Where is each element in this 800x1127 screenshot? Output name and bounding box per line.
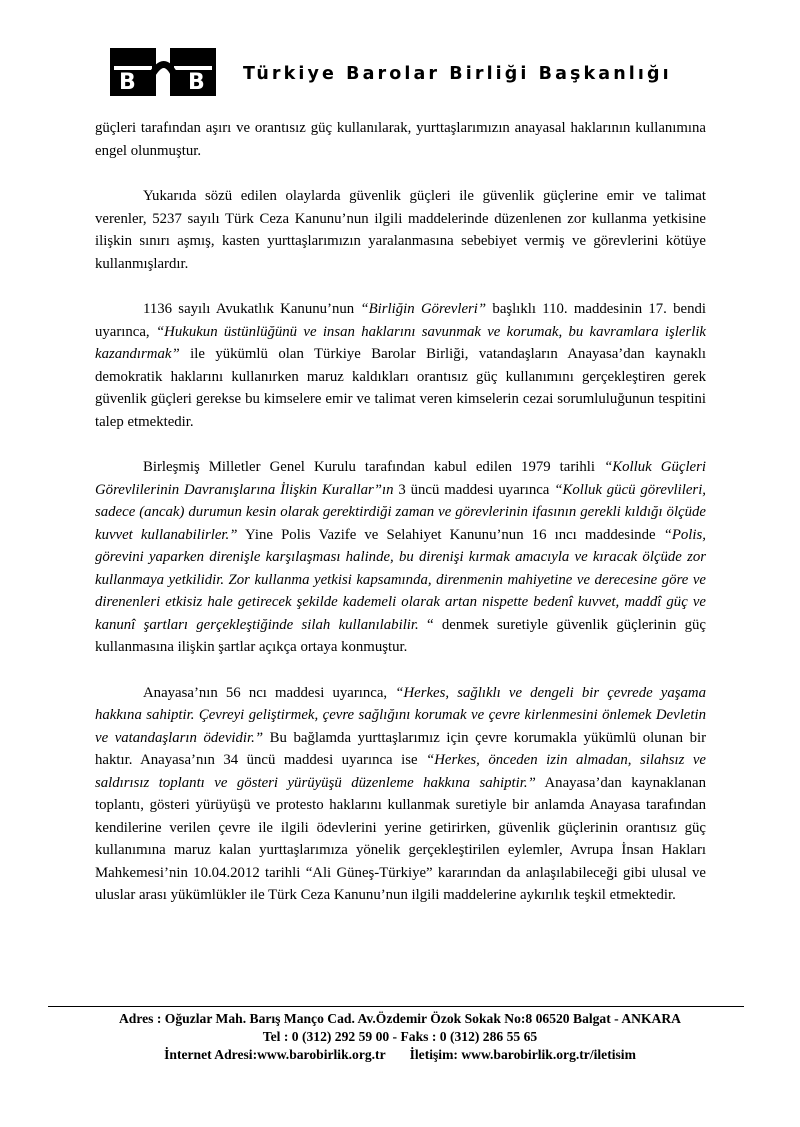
svg-text:B: B	[119, 70, 136, 95]
paragraph-text: 1136 sayılı Avukatlık Kanunu’nun	[143, 301, 361, 317]
paragraph-text: ile yükümlü olan Türkiye Barolar Birliği, vatandaşların Anayasa’dan kaynaklı demokratik haklarını kullanırken maruz kaldıkları orantısız güç kullanımını gerçekleştiren gerek güvenlik güçleri gerekse bu kimselere emir ve talimat veren kimselerin cezai sorumluluğunun tespitini talep etmektedir.	[95, 346, 706, 430]
paragraph-text: Birleşmiş Milletler Genel Kurulu tarafından kabul edilen 1979 tarihli	[143, 459, 605, 475]
quoted-text: “Herkes, önceden izin almadan, silahsız ve saldırısız toplantı ve gösteri yürüyüşü düzenleme hakkına sahiptir.”	[95, 752, 706, 791]
footer-contact: İletişim: www.barobirlik.org.tr/iletisim	[409, 1047, 636, 1062]
paragraph-text: Yukarıda sözü edilen olaylarda güvenlik güçleri ile güvenlik güçlerine emir ve talimat verenler, 5237 sayılı Türk Ceza Kanunu’nun ilgili maddelerinde düzenlenen zor kullanma yetkisine ilişkin sınırı aşmış, kasten yurttaşlarımızın yaralanmasına sebebiyet vermiş ve görevlerini kötüye kullanmışlardır.	[95, 188, 706, 272]
letterhead	[110, 48, 710, 98]
quoted-text: “Kolluk Güçleri Görevlilerinin Davranışlarına İlişkin Kurallar”ın	[95, 459, 706, 498]
footer-website: İnternet Adresi:www.barobirlik.org.tr	[164, 1047, 386, 1062]
footer	[0, 1010, 800, 1064]
paragraph-text: Anayasa’dan kaynaklanan toplantı, gösteri yürüyüşü ve protesto haklarını kullanmak suretiyle bir anlamda Anayasa tarafından kendilerine verilen çevre ile ilgili ödevlerini yerine getirirken, güvenlik güçlerinin orantısız güç kullanımına maruz kalan yurttaşlarımıza yönelik gerçekleştirilen eylemler, Avrupa İnsan Hakları Mahkemesi’nin 10.04.2012 tarihli “Ali Güneş-Türkiye” kararından da anlaşılabileceği gibi ulusal ve uluslar arası yükümlükler ile Türk Ceza Kanunu’nun ilgili maddelerine aykırılık teşkil etmektedir.	[95, 774, 706, 903]
quoted-text: “Kolluk gücü görevlileri, sadece (ancak) durumun kesin olarak gerektirdiği zaman ve görevlerinin ifasının gerekli kıldığı ölçüde kuvvet kullanabilirler.”	[95, 481, 707, 543]
footer-address: Adres : Oğuzlar Mah. Barış Manço Cad. Av.Özdemir Özok Sokak No:8 06520 Balgat - ANKARA	[118, 1011, 681, 1026]
body-paragraph	[95, 456, 706, 659]
quoted-text: “Hukukun üstünlüğünü ve insan haklarını savunmak ve korumak, bu kavramlara işlerlik kazandırmak”	[95, 323, 706, 362]
letter-body	[95, 117, 706, 930]
body-paragraph	[95, 185, 706, 275]
tbb-logo	[110, 48, 216, 96]
body-paragraph	[95, 117, 706, 162]
paragraph-text: Anayasa’nın 56 ncı maddesi uyarınca,	[143, 684, 396, 701]
quoted-text: “Herkes, sağlıklı ve dengeli bir çevrede yaşama hakkına sahiptir. Çevreyi geliştirmek, çevre sağlığını korumak ve çevre kirlenmesini önlemek Devletin ve vatandaşların ödevidir.”	[95, 684, 706, 746]
organization-title: Türkiye Barolar Birliği Başkanlığı	[243, 64, 672, 84]
footer-phone-fax: Tel : 0 (312) 292 59 00 - Faks : 0 (312) 286 55 65	[262, 1029, 538, 1044]
paragraph-text: 3 üncü maddesi uyarınca	[393, 481, 555, 498]
footer-web-row	[0, 1046, 800, 1064]
svg-text:B: B	[188, 70, 205, 95]
footer-divider	[48, 1006, 744, 1007]
quoted-text: “Polis, görevini yaparken direnişle karşılaşması halinde, bu direnişi kırmak amacıyla ve kıracak ölçüde zor kullanmaya yetkilidir. Zor kullanma yetkisi kapsamında, direnmenin mahiyetine ve derecesine göre ve direnenleri etkisiz hale getirecek şekilde kademeli olarak artan nispette bedenî kuvvet, maddî güç ve kanunî şartları gerçekleştiğinde silah kullanılabilir.	[95, 526, 706, 633]
body-paragraph	[95, 682, 706, 907]
paragraph-text: başlıklı 110. maddesinin 17. bendi uyarınca,	[95, 301, 706, 340]
quoted-text: “Birliğin Görevleri”	[360, 301, 487, 317]
paragraph-text: Bu bağlamda yurttaşlarımız için çevre korumakla yükümlü olunan bir haktır. Anayasa’nın 34 üncü maddesi uyarınca ise	[95, 729, 707, 768]
paragraph-text: “ denmek suretiyle güvenlik güçlerinin güç kullanmasına ilişkin şartlar açıkça ortaya konmuştur.	[95, 616, 706, 655]
body-paragraph	[95, 298, 706, 433]
paragraph-text: Yine Polis Vazife ve Selahiyet Kanunu’nun 16 ıncı maddesinde	[237, 526, 664, 543]
paragraph-text: güçleri tarafından aşırı ve orantısız güç kullanılarak, yurttaşlarımızın anayasal haklarının kullanımına engel olunmuştur.	[95, 120, 706, 159]
